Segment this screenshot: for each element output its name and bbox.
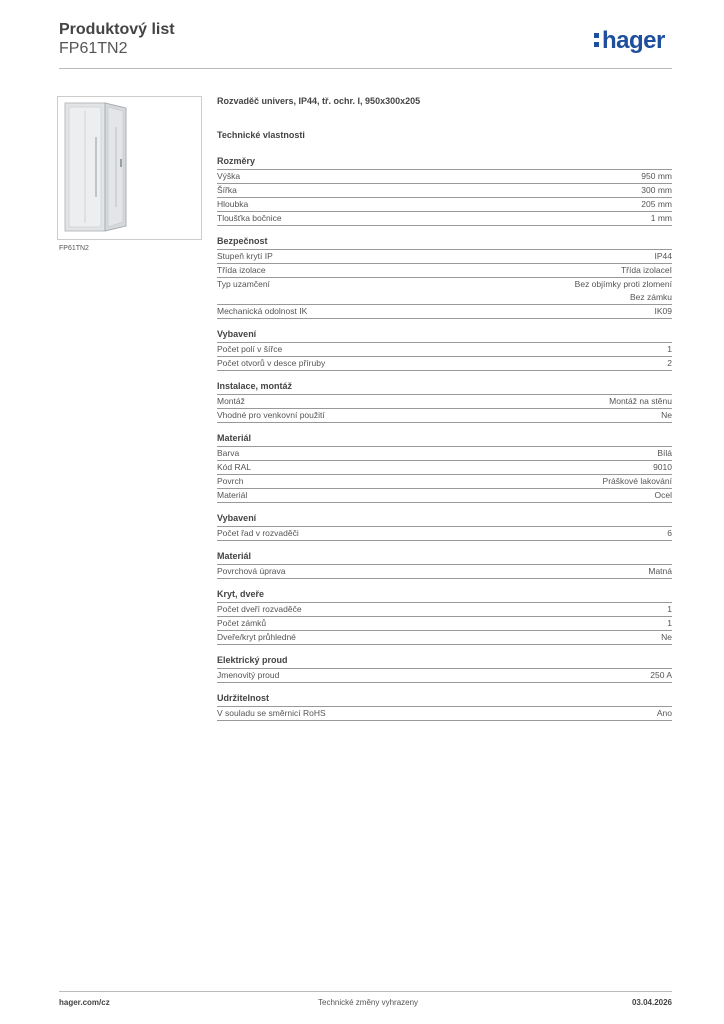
spec-value: IP44	[654, 251, 672, 261]
spec-row	[217, 461, 672, 475]
spec-label: Vhodné pro venkovní použití	[217, 410, 325, 420]
spec-value: 1	[667, 618, 672, 628]
footer-date: 03.04.2026	[631, 998, 672, 1007]
spec-label: Tloušťka bočnice	[217, 213, 282, 223]
spec-row	[217, 631, 672, 645]
spec-label: Kód RAL	[217, 462, 252, 472]
spec-label: V souladu se směrnicí RoHS	[217, 708, 326, 718]
spec-label: Montáž	[217, 396, 245, 406]
spec-sections	[217, 156, 672, 721]
spec-value: 250 A	[650, 670, 672, 680]
spec-row	[217, 707, 672, 721]
spec-row	[217, 447, 672, 461]
section-title: Vybavení	[217, 513, 672, 527]
spec-section	[217, 156, 672, 226]
spec-label: Barva	[217, 448, 240, 458]
spec-value: 6	[667, 528, 672, 538]
spec-section	[217, 551, 672, 579]
spec-label: Počet dveří rozvaděče	[217, 604, 302, 614]
spec-value: 2	[667, 358, 672, 368]
section-title: Materiál	[217, 551, 672, 565]
spec-label: Počet otvorů v desce příruby	[217, 358, 326, 368]
spec-label: Třída izolace	[217, 265, 266, 275]
spec-row	[217, 198, 672, 212]
spec-section	[217, 513, 672, 541]
spec-section	[217, 655, 672, 683]
spec-section	[217, 381, 672, 423]
spec-value: 1 mm	[650, 213, 672, 223]
spec-row	[217, 565, 672, 579]
spec-row	[217, 603, 672, 617]
spec-row	[217, 527, 672, 541]
spec-value: Bílá	[657, 448, 672, 458]
spec-row	[217, 264, 672, 278]
spec-value: 950 mm	[641, 171, 672, 181]
spec-value: Ne	[661, 410, 672, 420]
product-image	[57, 96, 202, 240]
section-title: Bezpečnost	[217, 236, 672, 250]
spec-value: Třída izolaceI	[620, 265, 672, 275]
spec-content	[217, 96, 672, 721]
spec-row	[217, 617, 672, 631]
spec-label: Šířka	[217, 185, 237, 195]
footer-divider	[59, 991, 672, 992]
spec-row	[217, 250, 672, 264]
tech-properties-heading: Technické vlastnosti	[217, 130, 305, 140]
spec-value: IK09	[654, 306, 672, 316]
spec-label: Hloubka	[217, 199, 249, 209]
spec-row	[217, 278, 672, 305]
spec-label: Počet zámků	[217, 618, 267, 628]
spec-value: 1	[667, 344, 672, 354]
spec-value: Montáž na stěnu	[609, 396, 672, 406]
spec-label: Materiál	[217, 490, 248, 500]
image-caption: FP61TN2	[59, 245, 89, 252]
spec-label: Stupeň krytí IP	[217, 251, 273, 261]
footer-website: hager.com/cz	[59, 998, 110, 1007]
product-description: Rozvaděč univers, IP44, tř. ochr. I, 950x300x205	[217, 96, 421, 106]
header-divider	[59, 68, 672, 69]
section-title: Rozměry	[217, 156, 672, 170]
spec-label: Povrchová úprava	[217, 566, 286, 576]
spec-row	[217, 395, 672, 409]
section-title: Elektrický proud	[217, 655, 672, 669]
spec-section	[217, 433, 672, 503]
spec-value: Ne	[661, 632, 672, 642]
spec-row	[217, 409, 672, 423]
spec-label: Jmenovitý proud	[217, 670, 280, 680]
spec-label: Typ uzamčení	[217, 279, 270, 289]
spec-row	[217, 170, 672, 184]
spec-section	[217, 236, 672, 319]
spec-value: Matná	[648, 566, 672, 576]
spec-section	[217, 589, 672, 645]
spec-value: Práškové lakování	[602, 476, 672, 486]
section-title: Materiál	[217, 433, 672, 447]
spec-row	[217, 669, 672, 683]
spec-label: Počet polí v šířce	[217, 344, 283, 354]
product-code: FP61TN2	[59, 40, 128, 57]
section-title: Instalace, montáž	[217, 381, 672, 395]
brand-logo: hager	[594, 27, 665, 55]
spec-label: Dveře/kryt průhledné	[217, 632, 296, 642]
spec-value: Ocel	[654, 490, 672, 500]
spec-row	[217, 212, 672, 226]
spec-row	[217, 475, 672, 489]
section-title: Kryt, dveře	[217, 589, 672, 603]
logo-dots-icon	[594, 35, 600, 49]
spec-label: Mechanická odolnost IK	[217, 306, 308, 316]
spec-section	[217, 693, 672, 721]
spec-label: Výška	[217, 171, 241, 181]
spec-row	[217, 305, 672, 319]
section-title: Vybavení	[217, 329, 672, 343]
section-title: Udržitelnost	[217, 693, 672, 707]
spec-row	[217, 343, 672, 357]
spec-value: Ano	[656, 708, 672, 718]
spec-label: Počet řad v rozvaděči	[217, 528, 299, 538]
spec-label: Povrch	[217, 476, 244, 486]
spec-value: 205 mm	[641, 199, 672, 209]
spec-value: 9010	[653, 462, 672, 472]
spec-row	[217, 489, 672, 503]
page-title: Produktový list	[59, 21, 175, 38]
spec-row	[217, 184, 672, 198]
spec-section	[217, 329, 672, 371]
footer-note: Technické změny vyhrazeny	[318, 998, 419, 1007]
spec-value: 1	[667, 604, 672, 614]
spec-row	[217, 357, 672, 371]
spec-value: Bez objímky proti zlomení Bez zámku	[574, 279, 672, 302]
spec-value: 300 mm	[641, 185, 672, 195]
